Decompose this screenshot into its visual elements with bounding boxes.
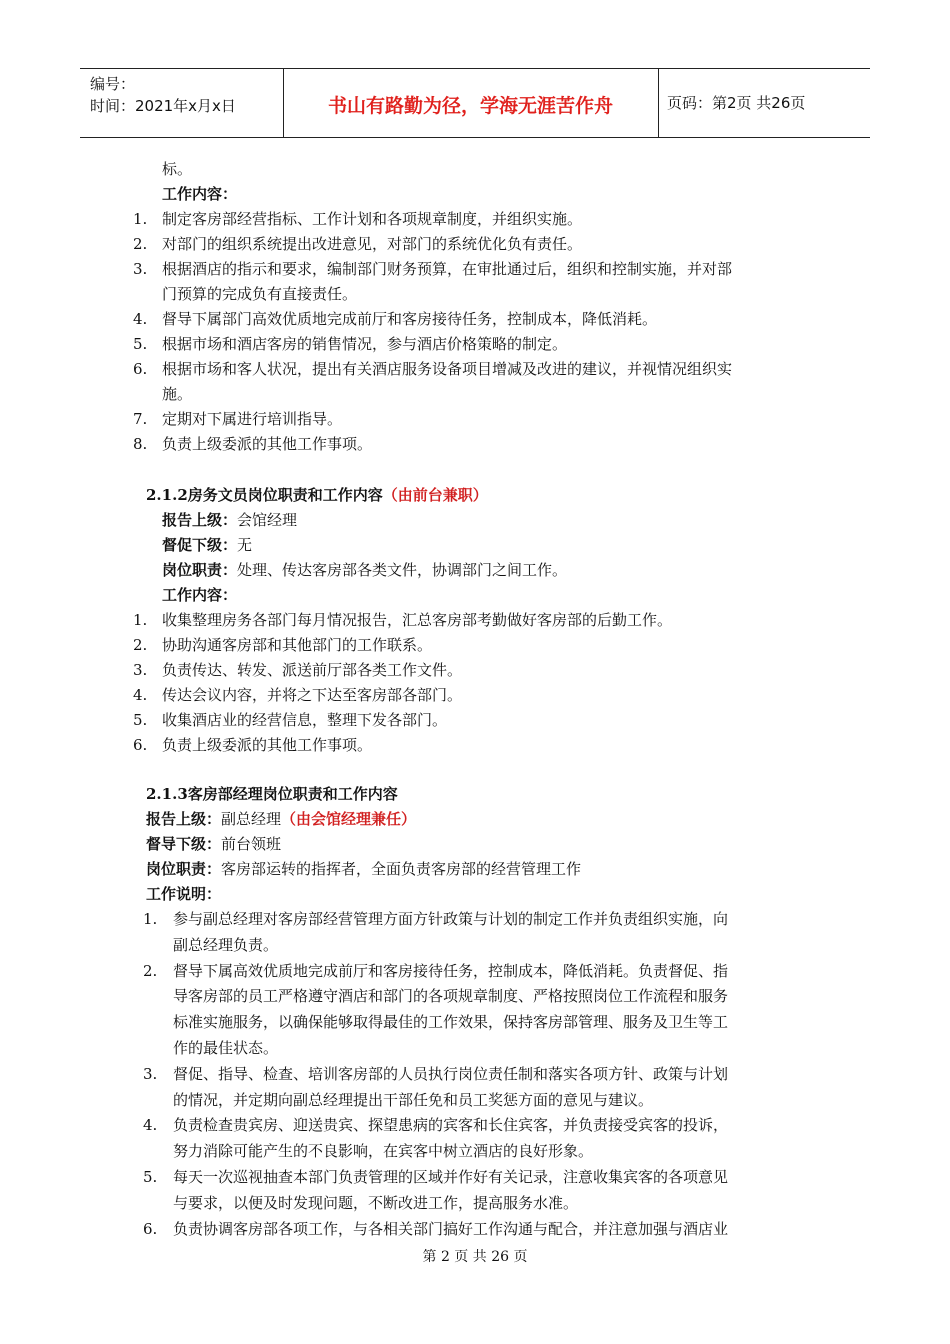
list-item-text: 根据市场和客人状况，提出有关酒店服务设备项目增减及改进的建议，并视情况组织实 bbox=[162, 360, 733, 378]
list-item-text: 传达会议内容，并将之下达至客房部各部门。 bbox=[162, 686, 463, 704]
continuation-line: 标。 bbox=[162, 160, 193, 178]
list-item-number: 6. bbox=[133, 736, 148, 754]
duty-label: 岗位职责： bbox=[146, 860, 222, 878]
section-2-report-row bbox=[162, 510, 297, 530]
section-2-title: 2.1.2房务文员岗位职责和工作内容 bbox=[146, 486, 383, 504]
doc-date: 时间：2021年x月x日 bbox=[90, 97, 236, 115]
header-divider bbox=[658, 69, 659, 137]
list-item-text: 副总经理负责。 bbox=[173, 935, 279, 954]
list-item-number: 5. bbox=[133, 335, 148, 353]
list-item-text: 负责上级委派的其他工作事项。 bbox=[162, 736, 373, 754]
section-2-title-note: （由前台兼职） bbox=[382, 486, 488, 504]
report-value: 会馆经理 bbox=[237, 511, 298, 529]
sup-value: 前台领班 bbox=[221, 835, 282, 853]
list-item-number: 6. bbox=[133, 360, 148, 378]
section-2-heading bbox=[146, 485, 488, 505]
doc-number-label: 编号： bbox=[90, 75, 136, 93]
list-item-number: 3. bbox=[133, 661, 148, 679]
page-header bbox=[80, 68, 870, 138]
list-item-text: 负责检查贵宾房、迎送贵宾、探望患病的宾客和长住宾客，并负责接受宾客的投诉， bbox=[173, 1116, 729, 1135]
duty-label: 岗位职责： bbox=[162, 561, 238, 579]
list-item-text: 作的最佳状态。 bbox=[173, 1039, 279, 1057]
report-label: 报告上级： bbox=[146, 810, 222, 828]
list-item-text: 收集整理房务各部门每月情况报告，汇总客房部考勤做好客房部的后勤工作。 bbox=[162, 611, 673, 629]
list-item-number: 5. bbox=[133, 711, 148, 729]
list-item-text: 每天一次巡视抽查本部门负责管理的区域并作好有关记录，注意收集宾客的各项意见 bbox=[173, 1168, 729, 1186]
list-item-number: 8. bbox=[133, 435, 148, 453]
list-item-number: 1. bbox=[143, 910, 158, 928]
list-item-text: 与要求，以便及时发现问题，不断改进工作，提高服务水准。 bbox=[173, 1193, 579, 1212]
list-item-number: 7. bbox=[133, 410, 148, 428]
list-item-text: 制定客房部经营指标、工作计划和各项规章制度，并组织实施。 bbox=[162, 210, 583, 228]
list-item-text: 定期对下属进行培训指导。 bbox=[162, 410, 343, 428]
section-3-title: 2.1.3客房部经理岗位职责和工作内容 bbox=[146, 785, 398, 803]
list-item-number: 2. bbox=[143, 961, 158, 980]
list-item-text: 门预算的完成负有直接责任。 bbox=[162, 285, 358, 303]
section-3-duty-row bbox=[146, 859, 581, 879]
list-item-number: 5. bbox=[143, 1168, 158, 1186]
list-item-number: 3. bbox=[133, 260, 148, 278]
page-footer: 第 2 页 共 26 页 bbox=[422, 1249, 528, 1265]
report-label: 报告上级： bbox=[162, 511, 238, 529]
list-item-text: 对部门的组织系统提出改进意见，对部门的系统优化负有责任。 bbox=[162, 235, 583, 253]
list-item-text: 协助沟通客房部和其他部门的工作联系。 bbox=[162, 636, 433, 654]
list-item-number: 6. bbox=[143, 1219, 158, 1238]
list-item-text: 根据酒店的指示和要求，编制部门财务预算，在审批通过后，组织和控制实施，并对部 bbox=[162, 260, 733, 278]
list-item-number: 1. bbox=[133, 210, 148, 228]
list-item-text: 督促、指导、检查、培训客房部的人员执行岗位责任制和落实各项方针、政策与计划 bbox=[173, 1064, 729, 1083]
header-left bbox=[90, 73, 236, 117]
section-2-duty-row bbox=[162, 560, 567, 580]
list-item-text: 负责协调客房部各项工作，与各相关部门搞好工作沟通与配合，并注意加强与酒店业 bbox=[173, 1219, 729, 1238]
list-item-number: 4. bbox=[133, 686, 148, 704]
list-item-text: 参与副总经理对客房部经营管理方面方针政策与计划的制定工作并负责组织实施，向 bbox=[173, 910, 729, 928]
list-item-number: 4. bbox=[133, 310, 148, 328]
section-3-work-title: 工作说明： bbox=[146, 885, 222, 903]
section-2-sup-row bbox=[162, 535, 252, 555]
list-item-number: 1. bbox=[133, 611, 148, 629]
sup-value: 无 bbox=[237, 536, 253, 554]
list-item-text: 施。 bbox=[162, 385, 193, 403]
header-page-info: 页码：第2页 共26页 bbox=[667, 94, 806, 112]
duty-value: 处理、传达客房部各类文件，协调部门之间工作。 bbox=[237, 561, 568, 579]
section-1-work-title: 工作内容： bbox=[162, 185, 238, 203]
list-item-number: 4. bbox=[143, 1116, 158, 1135]
list-item-text: 负责传达、转发、派送前厅部各类工作文件。 bbox=[162, 661, 463, 679]
list-item-text: 努力消除可能产生的不良影响，在宾客中树立酒店的良好形象。 bbox=[173, 1142, 594, 1161]
header-motto: 书山有路勤为径，学海无涯苦作舟 bbox=[327, 95, 613, 117]
list-item-number: 2. bbox=[133, 235, 148, 253]
list-item-text: 收集酒店业的经营信息，整理下发各部门。 bbox=[162, 711, 448, 729]
list-item-number: 2. bbox=[133, 636, 148, 654]
section-3-report-row bbox=[146, 809, 416, 829]
list-item-text: 负责上级委派的其他工作事项。 bbox=[162, 435, 373, 453]
sup-label: 督促下级： bbox=[162, 536, 238, 554]
section-2-work-title: 工作内容： bbox=[162, 586, 238, 604]
list-item-text: 根据市场和酒店客房的销售情况，参与酒店价格策略的制定。 bbox=[162, 335, 568, 353]
list-item-text: 督导下属部门高效优质地完成前厅和客房接待任务，控制成本，降低消耗。 bbox=[162, 310, 658, 328]
list-item-number: 3. bbox=[143, 1064, 158, 1083]
list-item-text: 督导下属高效优质地完成前厅和客房接待任务，控制成本，降低消耗。负责督促、指 bbox=[173, 961, 729, 980]
list-item-text: 导客房部的员工严格遵守酒店和部门的各项规章制度、严格按照岗位工作流程和服务 bbox=[173, 987, 729, 1006]
report-value: 副总经理 bbox=[221, 810, 282, 828]
list-item-text: 标准实施服务，以确保能够取得最佳的工作效果，保持客房部管理、服务及卫生等工 bbox=[173, 1013, 729, 1032]
section-3-sup-row bbox=[146, 834, 281, 854]
sup-label: 督导下级： bbox=[146, 835, 222, 853]
duty-value: 客房部运转的指挥者，全面负责客房部的经营管理工作 bbox=[221, 860, 582, 878]
report-note: （由会馆经理兼任） bbox=[281, 810, 417, 828]
list-item-text: 的情况，并定期向副总经理提出干部任免和员工奖惩方面的意见与建议。 bbox=[173, 1090, 654, 1109]
